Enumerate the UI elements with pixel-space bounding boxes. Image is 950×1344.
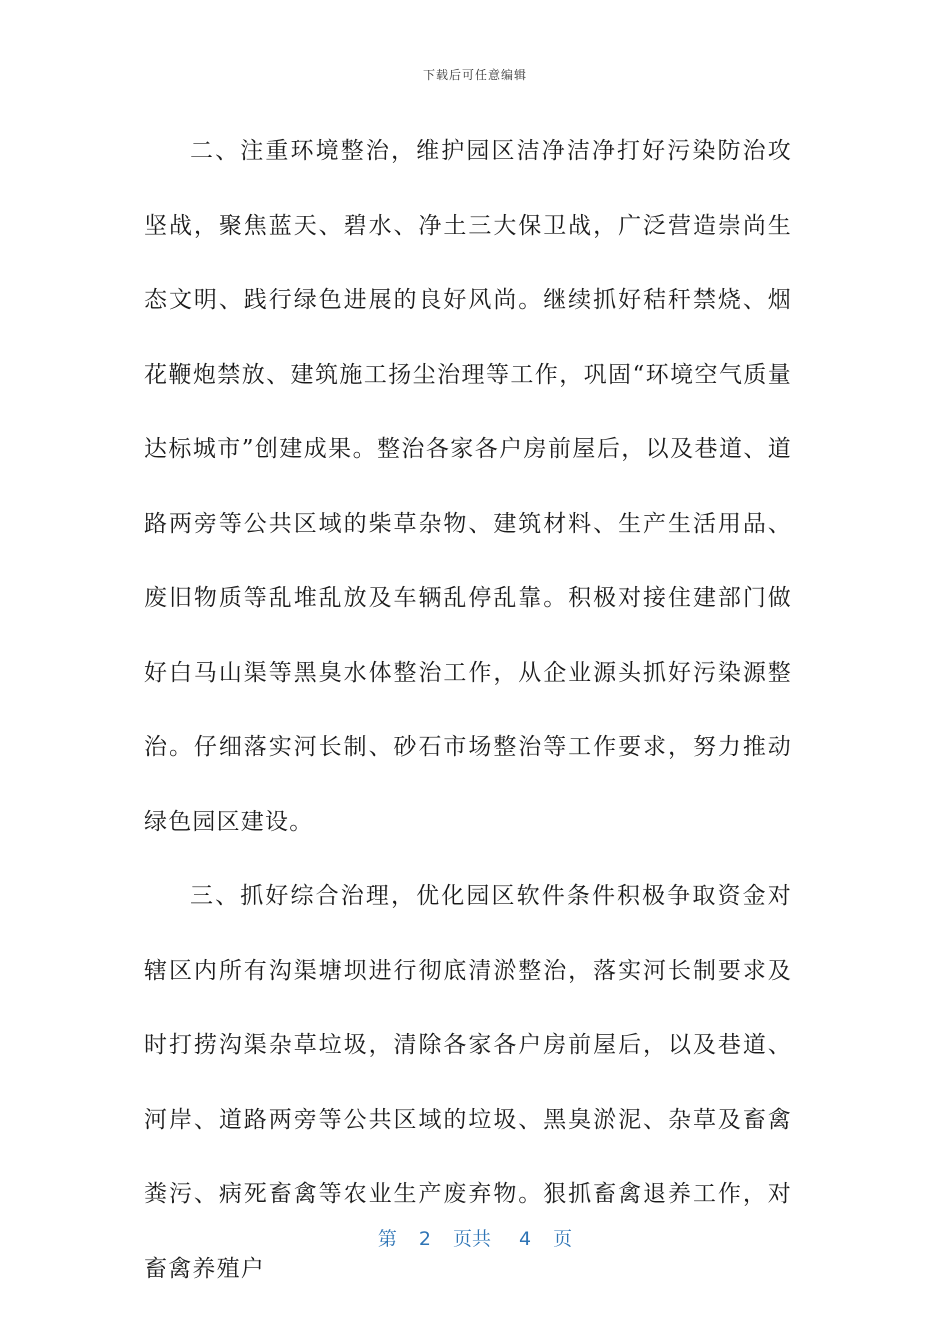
footer-label-page-end: 页 — [553, 1228, 573, 1250]
footer-label-page: 第 — [377, 1228, 397, 1250]
page-header: 下载后可任意编辑 — [422, 68, 527, 82]
footer-label-page-of: 页共 — [452, 1228, 491, 1250]
footer-current-page: 2 — [418, 1228, 431, 1250]
page-number-footer — [0, 1224, 950, 1251]
footer-total-pages: 4 — [519, 1228, 532, 1250]
paragraph-environment: 二、注重环境整治，维护园区洁净洁净打好污染防治攻坚战，聚焦蓝天、碧水、净土三大保卫战，广泛营造崇尚生态文明、践行绿色进展的良好风尚。继续抓好秸秆禁烧、烟花鞭炮禁放、建筑施工扬尘治理等工作，巩固“环境空气质量达标城市”创建成果。整治各家各户房前屋后，以及巷道、道路两旁等公共区域的柴草杂物、建筑材料、生产生活用品、废旧物质等乱堆乱放及车辆乱停乱靠。积极对接住建部门做好白马山渠等黑臭水体整治工作，从企业源头抓好污染源整治。仔细落实河长制、砂石市场整治等工作要求，努力推动绿色园区建设。 — [144, 138, 792, 835]
paragraph-governance: 三、抓好综合治理，优化园区软件条件积极争取资金对辖区内所有沟渠塘坝进行彻底清淤整治，落实河长制要求及时打捞沟渠杂草垃圾，清除各家各户房前屋后，以及巷道、河岸、道路两旁等公共区域的垃圾、黑臭淤泥、杂草及畜禽粪污、病死畜禽等农业生产废弃物。狠抓畜禽退养工作，对畜禽养殖户 — [144, 883, 792, 1282]
document-body — [144, 114, 792, 1306]
